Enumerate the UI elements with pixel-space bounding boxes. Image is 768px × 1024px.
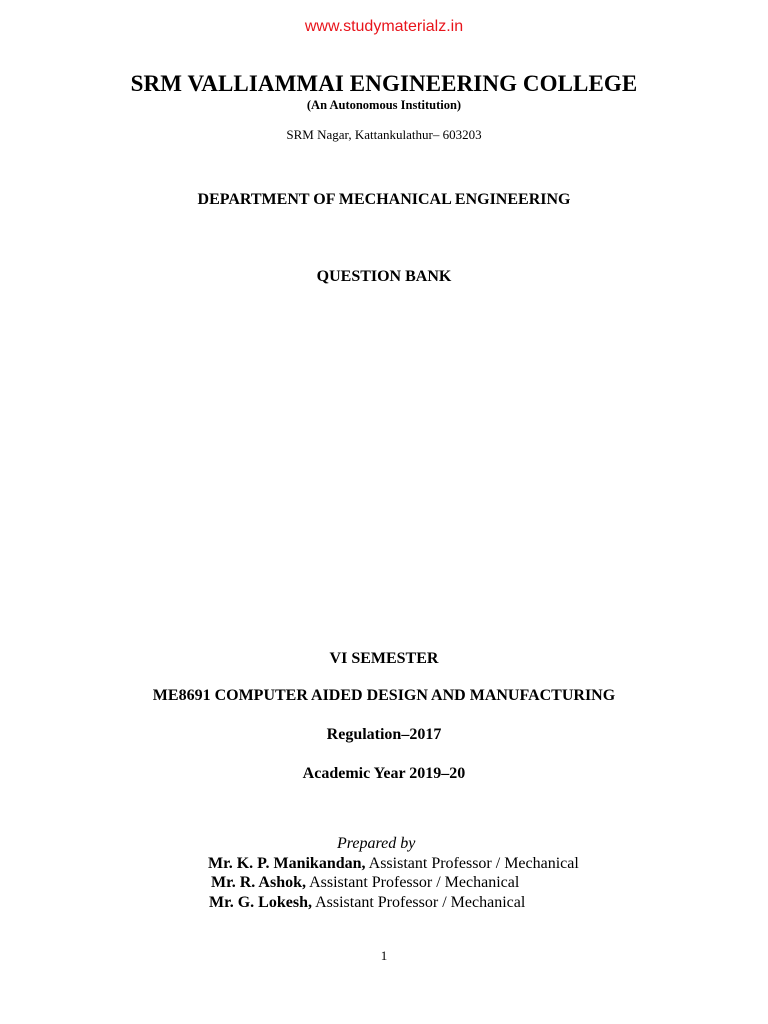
author-name: Mr. R. Ashok, [211,874,306,891]
author-line [209,893,525,912]
college-name: SRM VALLIAMMAI ENGINEERING COLLEGE [130,71,638,96]
regulation-label: Regulation–2017 [326,726,442,743]
author-role: Assistant Professor / Mechanical [311,894,526,911]
author-role: Assistant Professor / Mechanical [365,855,579,872]
author-line [211,873,519,892]
author-line [208,854,579,873]
author-role: Assistant Professor / Mechanical [305,874,520,891]
institution-status: (An Autonomous Institution) [306,98,462,112]
semester-label: VI SEMESTER [329,650,439,667]
subject-title: ME8691 COMPUTER AIDED DESIGN AND MANUFACTURING [152,687,616,704]
author-name: Mr. G. Lokesh, [209,894,312,911]
author-name: Mr. K. P. Manikandan, [208,855,366,872]
department-title: DEPARTMENT OF MECHANICAL ENGINEERING [197,191,571,208]
watermark-link[interactable]: www.studymaterialz.in [304,18,464,35]
document-type: QUESTION BANK [316,268,452,285]
academic-year-label: Academic Year 2019–20 [302,765,466,782]
page-number: 1 [380,948,388,963]
prepared-by-label: Prepared by [337,835,416,852]
college-address: SRM Nagar, Kattankulathur– 603203 [286,127,482,142]
